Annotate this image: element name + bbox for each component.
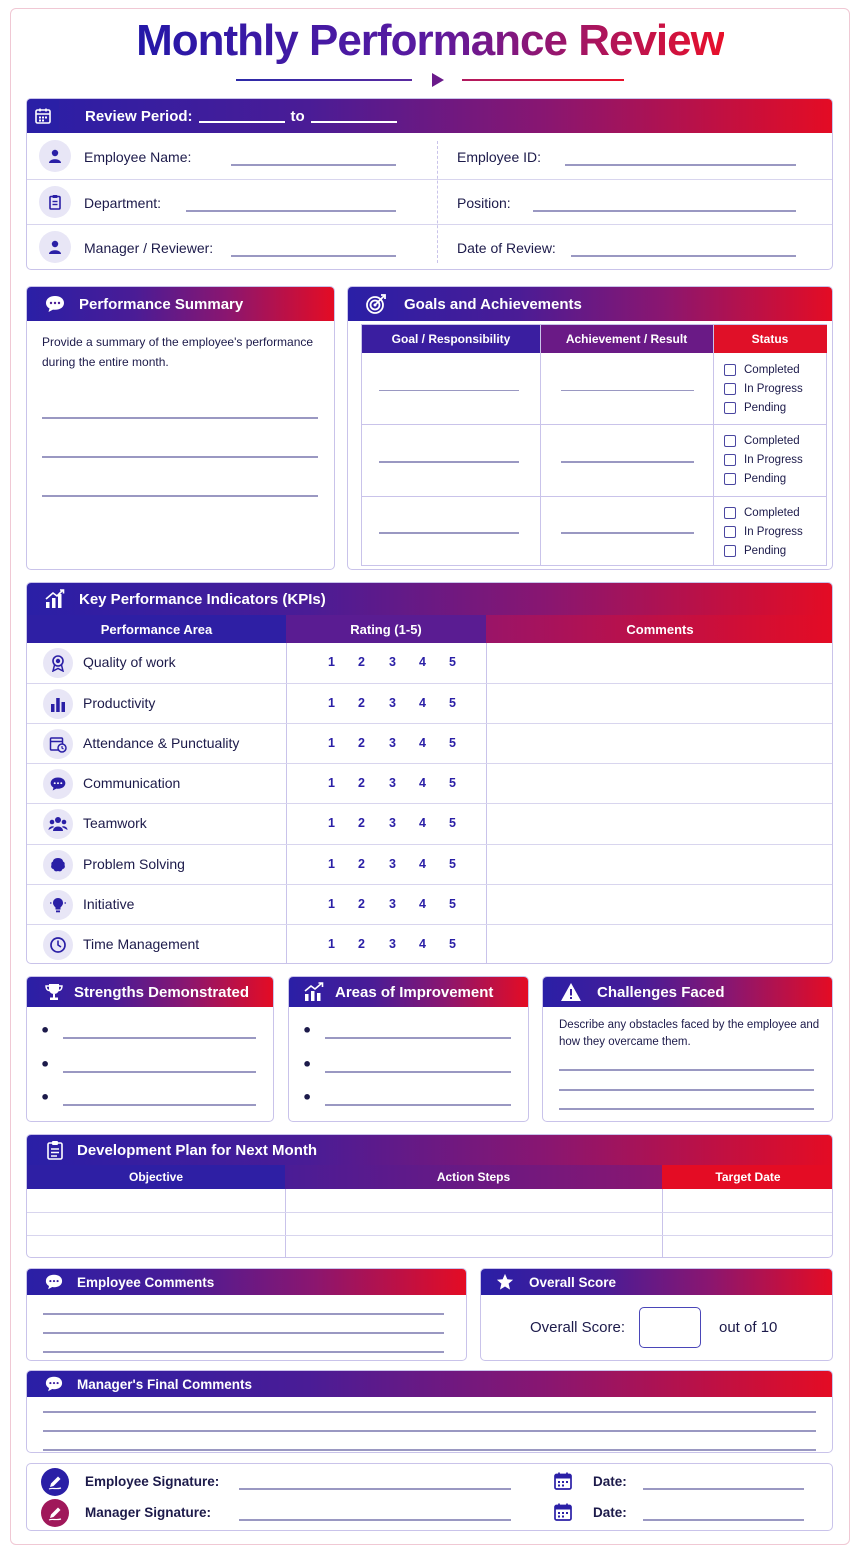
chat-icon: [43, 769, 73, 799]
improvement-title: Areas of Improvement: [335, 983, 494, 1001]
goals-table: [361, 324, 827, 566]
kpi-area-name: Attendance & Punctuality: [83, 735, 240, 752]
rating-option[interactable]: 2: [358, 655, 365, 669]
title-rule-right: [462, 79, 624, 81]
chat-bubble-icon: [43, 292, 67, 316]
rating-option[interactable]: 2: [358, 856, 365, 871]
status-option[interactable]: [724, 469, 803, 488]
overall-score-title: Overall Score: [529, 1274, 617, 1290]
comment-line[interactable]: [43, 1411, 816, 1413]
goals-col-achievement: Achievement / Result: [540, 325, 713, 353]
checkbox[interactable]: [724, 473, 736, 485]
manager-comments-section: [26, 1370, 833, 1453]
date-of-review-label: Date of Review:: [457, 240, 556, 256]
award-icon: [43, 648, 73, 678]
pen-icon: [41, 1468, 69, 1496]
position-label: Position:: [457, 195, 511, 211]
overall-score-label: Overall Score:: [530, 1319, 626, 1336]
growth-chart-icon: [303, 982, 325, 1002]
status-option-label: Completed: [744, 506, 800, 519]
status-option-label: Pending: [744, 544, 787, 557]
employee-id-field[interactable]: [565, 164, 796, 166]
strengths-section: [26, 976, 274, 1122]
status-option-label: In Progress: [744, 382, 803, 395]
checkbox[interactable]: [724, 454, 736, 466]
employee-comments-title: Employee Comments: [77, 1274, 215, 1290]
rating-option[interactable]: 1: [328, 896, 335, 911]
rating-option[interactable]: 5: [449, 696, 456, 711]
rating-option[interactable]: 4: [419, 896, 426, 911]
employee-comments-header: [27, 1269, 466, 1295]
status-option[interactable]: [724, 360, 803, 379]
kpi-comment-cell[interactable]: [487, 804, 832, 843]
achievement-field[interactable]: [561, 532, 694, 534]
manager-field[interactable]: [231, 255, 396, 257]
manager-comments-title: Manager's Final Comments: [77, 1376, 252, 1392]
kpi-row: [27, 924, 832, 964]
kpi-row: [27, 844, 832, 884]
manager-comments-header: [27, 1371, 832, 1397]
chat-bubble-icon: [43, 1375, 65, 1393]
checkbox[interactable]: [724, 435, 736, 447]
status-option[interactable]: [724, 450, 803, 469]
status-option-label: Pending: [744, 401, 787, 414]
rating-option[interactable]: 2: [358, 816, 365, 831]
lightbulb-icon: [43, 890, 73, 920]
chat-bubble-icon: [43, 1273, 65, 1291]
kpi-header: [27, 583, 832, 615]
kpi-col-comments: Comments: [486, 615, 833, 643]
improvement-line[interactable]: [325, 1037, 511, 1039]
goal-field[interactable]: [379, 532, 519, 534]
rating-option[interactable]: 2: [358, 936, 365, 951]
rating-option[interactable]: 3: [389, 776, 396, 791]
kpi-comment-cell[interactable]: [487, 643, 832, 683]
development-section: [26, 1134, 833, 1258]
kpi-area-name: Teamwork: [83, 815, 147, 832]
bullet: •: [40, 1055, 51, 1074]
rating-option[interactable]: 4: [419, 736, 426, 751]
manager-signature-field[interactable]: [239, 1519, 511, 1521]
development-title: Development Plan for Next Month: [77, 1141, 318, 1159]
kpi-row: [27, 643, 832, 683]
rating-option[interactable]: 4: [419, 696, 426, 711]
status-option[interactable]: [724, 398, 803, 417]
manager-label: Manager / Reviewer:: [84, 240, 214, 256]
column-divider: [713, 325, 714, 565]
improvement-line[interactable]: [325, 1071, 511, 1073]
bullet: •: [302, 1021, 313, 1040]
kpi-title: Key Performance Indicators (KPIs): [79, 590, 326, 608]
employee-comments-section: [26, 1268, 467, 1361]
goals-title: Goals and Achievements: [404, 295, 582, 313]
comment-line[interactable]: [43, 1351, 444, 1353]
summary-line[interactable]: [42, 495, 318, 497]
summary-line[interactable]: [42, 456, 318, 458]
kpi-area-name: Communication: [83, 775, 181, 792]
rating-option[interactable]: 3: [389, 856, 396, 871]
kpi-comment-cell[interactable]: [487, 684, 832, 723]
date-of-review-field[interactable]: [571, 255, 796, 257]
status-option[interactable]: [724, 503, 803, 522]
goals-header: [348, 287, 832, 321]
pen-icon: [41, 1499, 69, 1527]
calendar-icon: [553, 1471, 573, 1495]
rating-option[interactable]: 1: [328, 856, 335, 871]
review-period-end-field[interactable]: [311, 121, 397, 123]
row-divider: [362, 424, 826, 425]
target-icon: [364, 292, 388, 316]
kpi-area-name: Quality of work: [83, 654, 176, 670]
goals-col-goal: Goal / Responsibility: [362, 325, 540, 353]
clock-icon: [43, 930, 73, 960]
rating-option[interactable]: 4: [419, 936, 426, 951]
status-option-label: In Progress: [744, 453, 803, 466]
goals-col-status: Status: [713, 325, 827, 353]
performance-summary-header: [27, 287, 334, 321]
checkbox[interactable]: [724, 526, 736, 538]
dev-col-objective: Objective: [27, 1165, 285, 1189]
action-steps-cell[interactable]: [285, 1189, 662, 1212]
warning-icon: [559, 982, 583, 1002]
rating-option[interactable]: 4: [419, 816, 426, 831]
kpi-comment-cell[interactable]: [487, 885, 832, 924]
title-rule-left: [236, 79, 412, 81]
rating-option[interactable]: 2: [358, 736, 365, 751]
manager-date-field[interactable]: [643, 1519, 804, 1521]
employee-name-label: Employee Name:: [84, 149, 192, 165]
rating-option[interactable]: 5: [449, 776, 456, 791]
row-divider: [27, 224, 832, 225]
kpi-col-rating: Rating (1-5): [286, 615, 486, 643]
rating-option[interactable]: 2: [358, 696, 365, 711]
star-icon: [495, 1273, 515, 1291]
performance-summary-title: Performance Summary: [79, 295, 244, 313]
rating-option[interactable]: 3: [389, 896, 396, 911]
status-options: [724, 431, 803, 488]
comment-line[interactable]: [43, 1332, 444, 1334]
kpi-row: [27, 803, 832, 843]
rating-option[interactable]: 5: [449, 816, 456, 831]
checkbox[interactable]: [724, 507, 736, 519]
position-field[interactable]: [533, 210, 796, 212]
rating-option[interactable]: 4: [419, 655, 426, 669]
challenge-line[interactable]: [559, 1108, 814, 1110]
employee-signature-field[interactable]: [239, 1488, 511, 1490]
kpi-area-name: Productivity: [83, 695, 156, 712]
department-label: Department:: [84, 195, 162, 211]
status-option-label: In Progress: [744, 525, 803, 538]
objective-cell[interactable]: [27, 1189, 285, 1212]
calendar-icon: [27, 99, 59, 133]
clipboard-icon: [39, 186, 71, 218]
improvement-line[interactable]: [325, 1104, 511, 1106]
comment-line[interactable]: [43, 1449, 816, 1451]
kpi-area-name: Problem Solving: [83, 855, 185, 872]
overall-score-section: [480, 1268, 833, 1361]
title-arrow-icon: [432, 73, 444, 87]
dev-col-action-steps: Action Steps: [285, 1165, 662, 1189]
employee-signature-label: Employee Signature:: [85, 1474, 220, 1489]
challenge-line[interactable]: [559, 1089, 814, 1091]
employee-date-field[interactable]: [643, 1488, 804, 1490]
row-divider: [27, 179, 832, 180]
kpi-comment-cell[interactable]: [487, 764, 832, 803]
status-option-label: Completed: [744, 434, 800, 447]
goal-field[interactable]: [379, 390, 519, 392]
development-header: [27, 1135, 832, 1165]
rating-option[interactable]: 3: [389, 736, 396, 751]
rating-option[interactable]: 1: [328, 696, 335, 711]
to-label: to: [290, 107, 305, 125]
rating-option[interactable]: 3: [389, 816, 396, 831]
brain-icon: [43, 850, 73, 880]
title-area: [0, 14, 860, 68]
rating-option[interactable]: 5: [449, 655, 456, 669]
rating-option[interactable]: 1: [328, 816, 335, 831]
challenges-prompt: Describe any obstacles faced by the employee and how they overcame them.: [559, 1019, 820, 1048]
checkbox[interactable]: [724, 364, 736, 376]
calendar-icon: [553, 1502, 573, 1526]
kpi-area-name: Time Management: [83, 935, 200, 952]
person-icon: [39, 231, 71, 263]
kpi-section: [26, 582, 833, 964]
status-options: [724, 360, 803, 417]
manager-signature-label: Manager Signature:: [85, 1505, 212, 1520]
employee-info-section: [26, 98, 833, 270]
challenges-title: Challenges Faced: [597, 983, 725, 1001]
challenges-header: [543, 977, 832, 1007]
kpi-row: [27, 884, 832, 924]
department-field[interactable]: [186, 210, 396, 212]
rating-option[interactable]: 2: [358, 896, 365, 911]
overall-score-suffix: out of 10: [719, 1319, 778, 1336]
strengths-header: [27, 977, 273, 1007]
page-title: Monthly Performance Review: [136, 14, 724, 68]
column-divider: [540, 325, 541, 565]
bullet: •: [302, 1055, 313, 1074]
checkbox[interactable]: [724, 383, 736, 395]
checklist-icon: [43, 1140, 67, 1160]
employee-name-field[interactable]: [231, 164, 396, 166]
status-option[interactable]: [724, 522, 803, 541]
rating-option[interactable]: 1: [328, 736, 335, 751]
rating-option[interactable]: 1: [328, 776, 335, 791]
checkbox[interactable]: [724, 402, 736, 414]
rating-option[interactable]: 5: [449, 936, 456, 951]
rating-option[interactable]: 3: [389, 655, 396, 669]
status-options: [724, 503, 803, 560]
achievement-field[interactable]: [561, 461, 694, 463]
status-option-label: Completed: [744, 363, 800, 376]
signature-section: [26, 1463, 833, 1531]
kpi-comment-cell[interactable]: [487, 845, 832, 884]
rating-option[interactable]: 4: [419, 776, 426, 791]
bar-chart-icon: [43, 689, 73, 719]
calendar-clock-icon: [43, 729, 73, 759]
overall-score-input[interactable]: [639, 1307, 701, 1348]
manager-date-label: Date:: [593, 1505, 627, 1520]
person-icon: [39, 140, 71, 172]
review-period-header: [27, 99, 832, 133]
status-option-label: Pending: [744, 472, 787, 485]
strengths-title: Strengths Demonstrated: [74, 983, 250, 1001]
strength-line[interactable]: [63, 1071, 256, 1073]
rating-option[interactable]: 3: [389, 936, 396, 951]
comment-line[interactable]: [43, 1430, 816, 1432]
employee-id-label: Employee ID:: [457, 149, 542, 165]
kpi-row: [27, 683, 832, 723]
rating-option[interactable]: 5: [449, 896, 456, 911]
goal-field[interactable]: [379, 461, 519, 463]
rating-option[interactable]: 1: [328, 936, 335, 951]
row-divider: [27, 1235, 832, 1236]
strength-line[interactable]: [63, 1037, 256, 1039]
status-option[interactable]: [724, 431, 803, 450]
row-divider: [27, 1212, 832, 1213]
team-icon: [43, 809, 73, 839]
challenge-line[interactable]: [559, 1069, 814, 1071]
strength-line[interactable]: [63, 1104, 256, 1106]
kpi-area-name: Initiative: [83, 895, 135, 912]
review-period-label: Review Period:: [85, 107, 193, 125]
review-period-start-field[interactable]: [199, 121, 285, 123]
column-divider: [437, 141, 438, 263]
goals-section: [347, 286, 833, 570]
row-divider: [362, 496, 826, 497]
summary-line[interactable]: [42, 417, 318, 419]
checkbox[interactable]: [724, 545, 736, 557]
bullet: •: [302, 1088, 313, 1107]
rating-option[interactable]: 5: [449, 856, 456, 871]
improvement-header: [289, 977, 528, 1007]
employee-date-label: Date:: [593, 1474, 627, 1489]
kpi-row: [27, 763, 832, 803]
improvement-section: [288, 976, 529, 1122]
performance-summary-section: [26, 286, 335, 570]
achievement-field[interactable]: [561, 390, 694, 392]
challenges-section: [542, 976, 833, 1122]
overall-score-header: [481, 1269, 832, 1295]
rating-option[interactable]: 2: [358, 776, 365, 791]
trophy-icon: [43, 982, 65, 1002]
kpi-col-area: Performance Area: [27, 615, 286, 643]
kpi-comment-cell[interactable]: [487, 925, 832, 964]
bar-chart-up-icon: [43, 587, 67, 611]
status-option[interactable]: [724, 541, 803, 560]
rating-option[interactable]: 3: [389, 696, 396, 711]
target-date-cell[interactable]: [662, 1189, 833, 1212]
rating-option[interactable]: 1: [328, 655, 335, 669]
comment-line[interactable]: [43, 1313, 444, 1315]
dev-col-target-date: Target Date: [662, 1165, 833, 1189]
performance-summary-prompt: Provide a summary of the employee's performance during the entire month.: [42, 335, 314, 369]
bullet: •: [40, 1088, 51, 1107]
status-option[interactable]: [724, 379, 803, 398]
kpi-comment-cell[interactable]: [487, 724, 832, 763]
kpi-row: [27, 723, 832, 763]
bullet: •: [40, 1021, 51, 1040]
rating-option[interactable]: 4: [419, 856, 426, 871]
rating-option[interactable]: 5: [449, 736, 456, 751]
